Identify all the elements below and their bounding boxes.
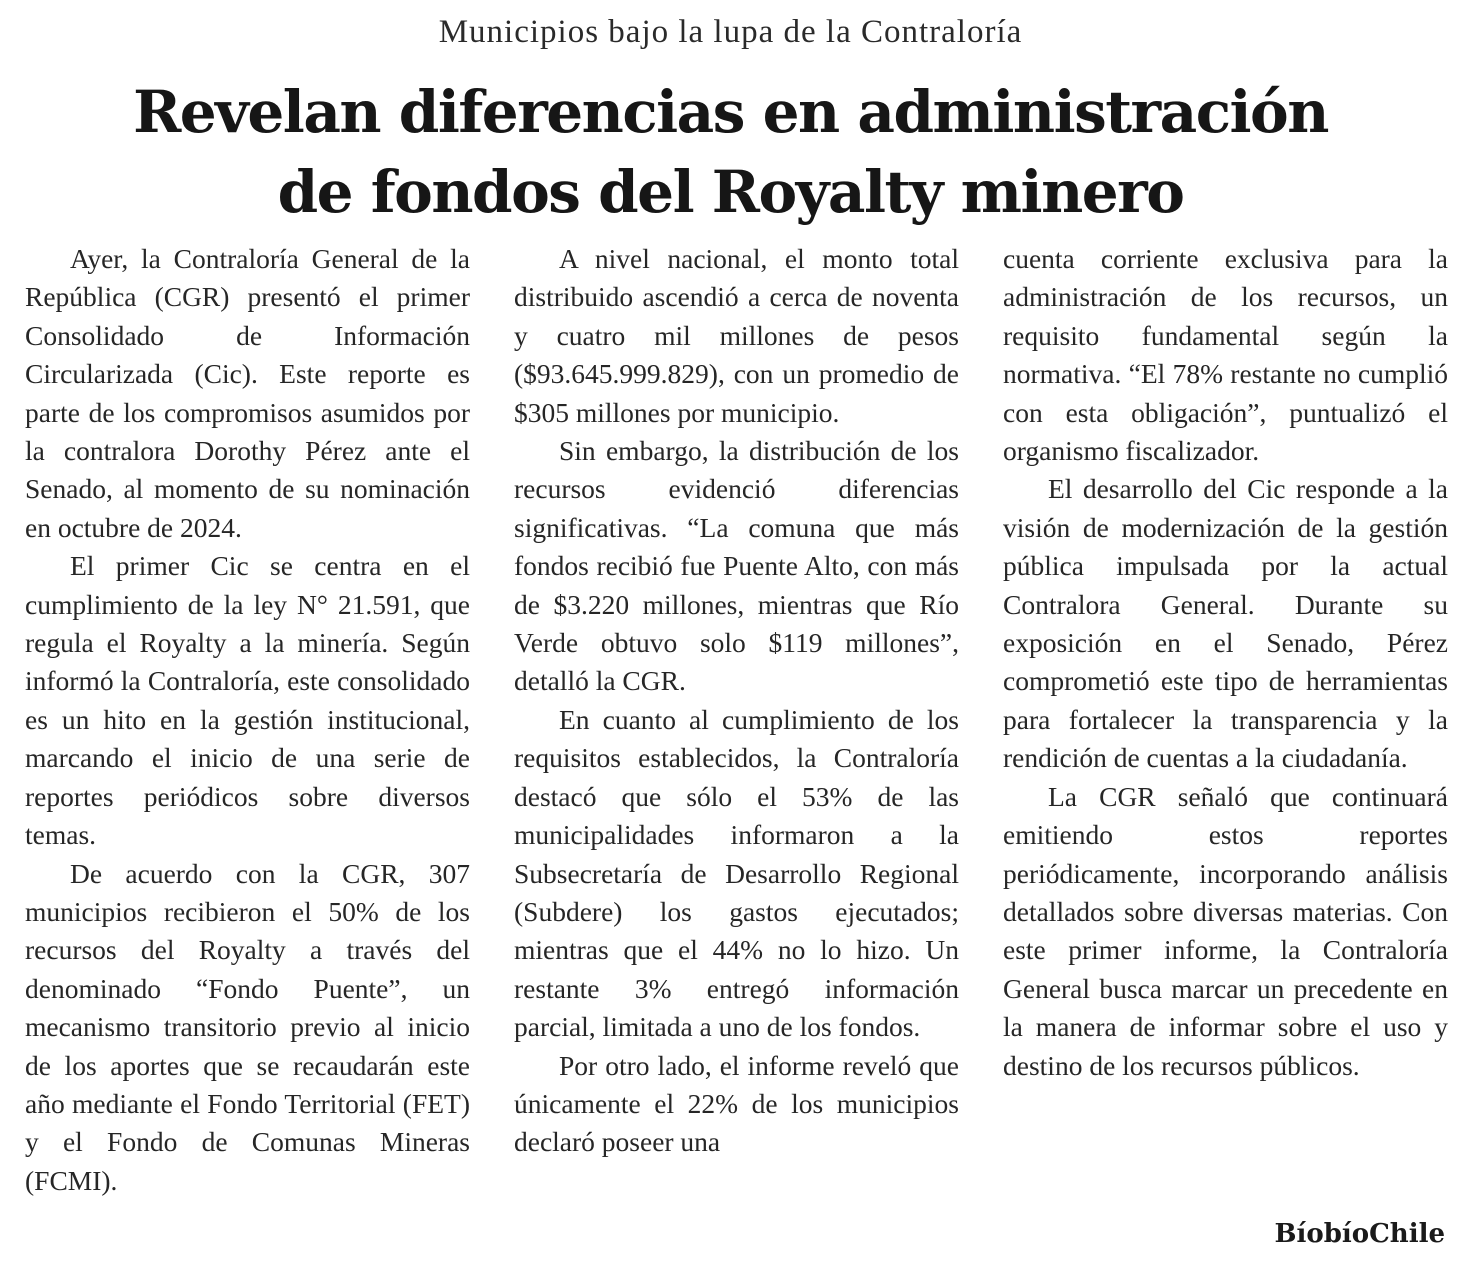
paragraph: Ayer, la Contraloría General de la República (CGR) presentó el primer Consolidado de Información Circularizada (Cic). Este reporte es parte de los compromisos asumidos por la contralora Dorothy Pérez ante el Senado, al momento de su nominación en octubre de 2024. — [25, 243, 470, 543]
paragraph: A nivel nacional, el monto total distribuido ascendió a cerca de noventa y cuatro mil millones de pesos ($93.645.999.829), con un promedio de $305 millones por municipio. — [514, 243, 959, 428]
article-column-1 — [25, 240, 470, 1200]
paragraph: Sin embargo, la distribución de los recursos evidenció diferencias significativas. “La comuna que más fondos recibió fue Puente Alto, con más de $3.220 millones, mientras que Río Verde obtuvo solo $119 millones”, detalló la CGR. — [514, 435, 959, 697]
article-headline — [0, 72, 1461, 232]
source-credit: BíobíoChile — [1274, 1219, 1445, 1249]
paragraph: En cuanto al cumplimiento de los requisitos establecidos, la Contraloría destacó que sólo el 53% de las municipalidades informaron a la Subsecretaría de Desarrollo Regional (Subdere) los gastos ejecutados; mientras que el 44% no lo hizo. Un restante 3% entregó información parcial, limitada a uno de los fondos. — [514, 703, 959, 1043]
paragraph-continuation: cuenta corriente exclusiva para la administración de los recursos, un requisito fundamental según la normativa. “El 78% restante no cumplió con esta obligación”, puntualizó el organismo fiscalizador. — [1003, 243, 1448, 467]
article-column-2 — [514, 240, 959, 1162]
paragraph: El primer Cic se centra en el cumplimiento de la ley N° 21.591, que regula el Royalty a la minería. Según informó la Contraloría, este consolidado es un hito en la gestión institucional, marcando el inicio de una serie de reportes periódicos sobre diversos temas. — [25, 550, 470, 851]
headline-line-2: de fondos del Royalty minero — [277, 158, 1184, 226]
article-column-3 — [1003, 240, 1448, 1085]
article-kicker: Municipios bajo la lupa de la Contraloría — [438, 14, 1023, 50]
paragraph: El desarrollo del Cic responde a la visión de modernización de la gestión pública impulsada por la actual Contralora General. Durante su exposición en el Senado, Pérez comprometió este tipo de herramientas para fortalecer la transparencia y la rendición de cuentas a la ciudadanía. — [1003, 473, 1448, 774]
headline-line-1: Revelan diferencias en administración — [133, 78, 1328, 146]
paragraph: La CGR señaló que continuará emitiendo estos reportes periódicamente, incorporando análisis detallados sobre diversas materias. Con este primer informe, la Contraloría General busca marcar un precedente en la manera de informar sobre el uso y destino de los recursos públicos. — [1003, 780, 1448, 1081]
paragraph: Por otro lado, el informe reveló que únicamente el 22% de los municipios declaró poseer una — [514, 1049, 959, 1158]
paragraph: De acuerdo con la CGR, 307 municipios recibieron el 50% de los recursos del Royalty a través del denominado “Fondo Puente”, un mecanismo transitorio previo al inicio de los aportes que se recaudarán este año mediante el Fondo Territorial (FET) y el Fondo de Comunas Mineras (FCMI). — [25, 857, 470, 1196]
